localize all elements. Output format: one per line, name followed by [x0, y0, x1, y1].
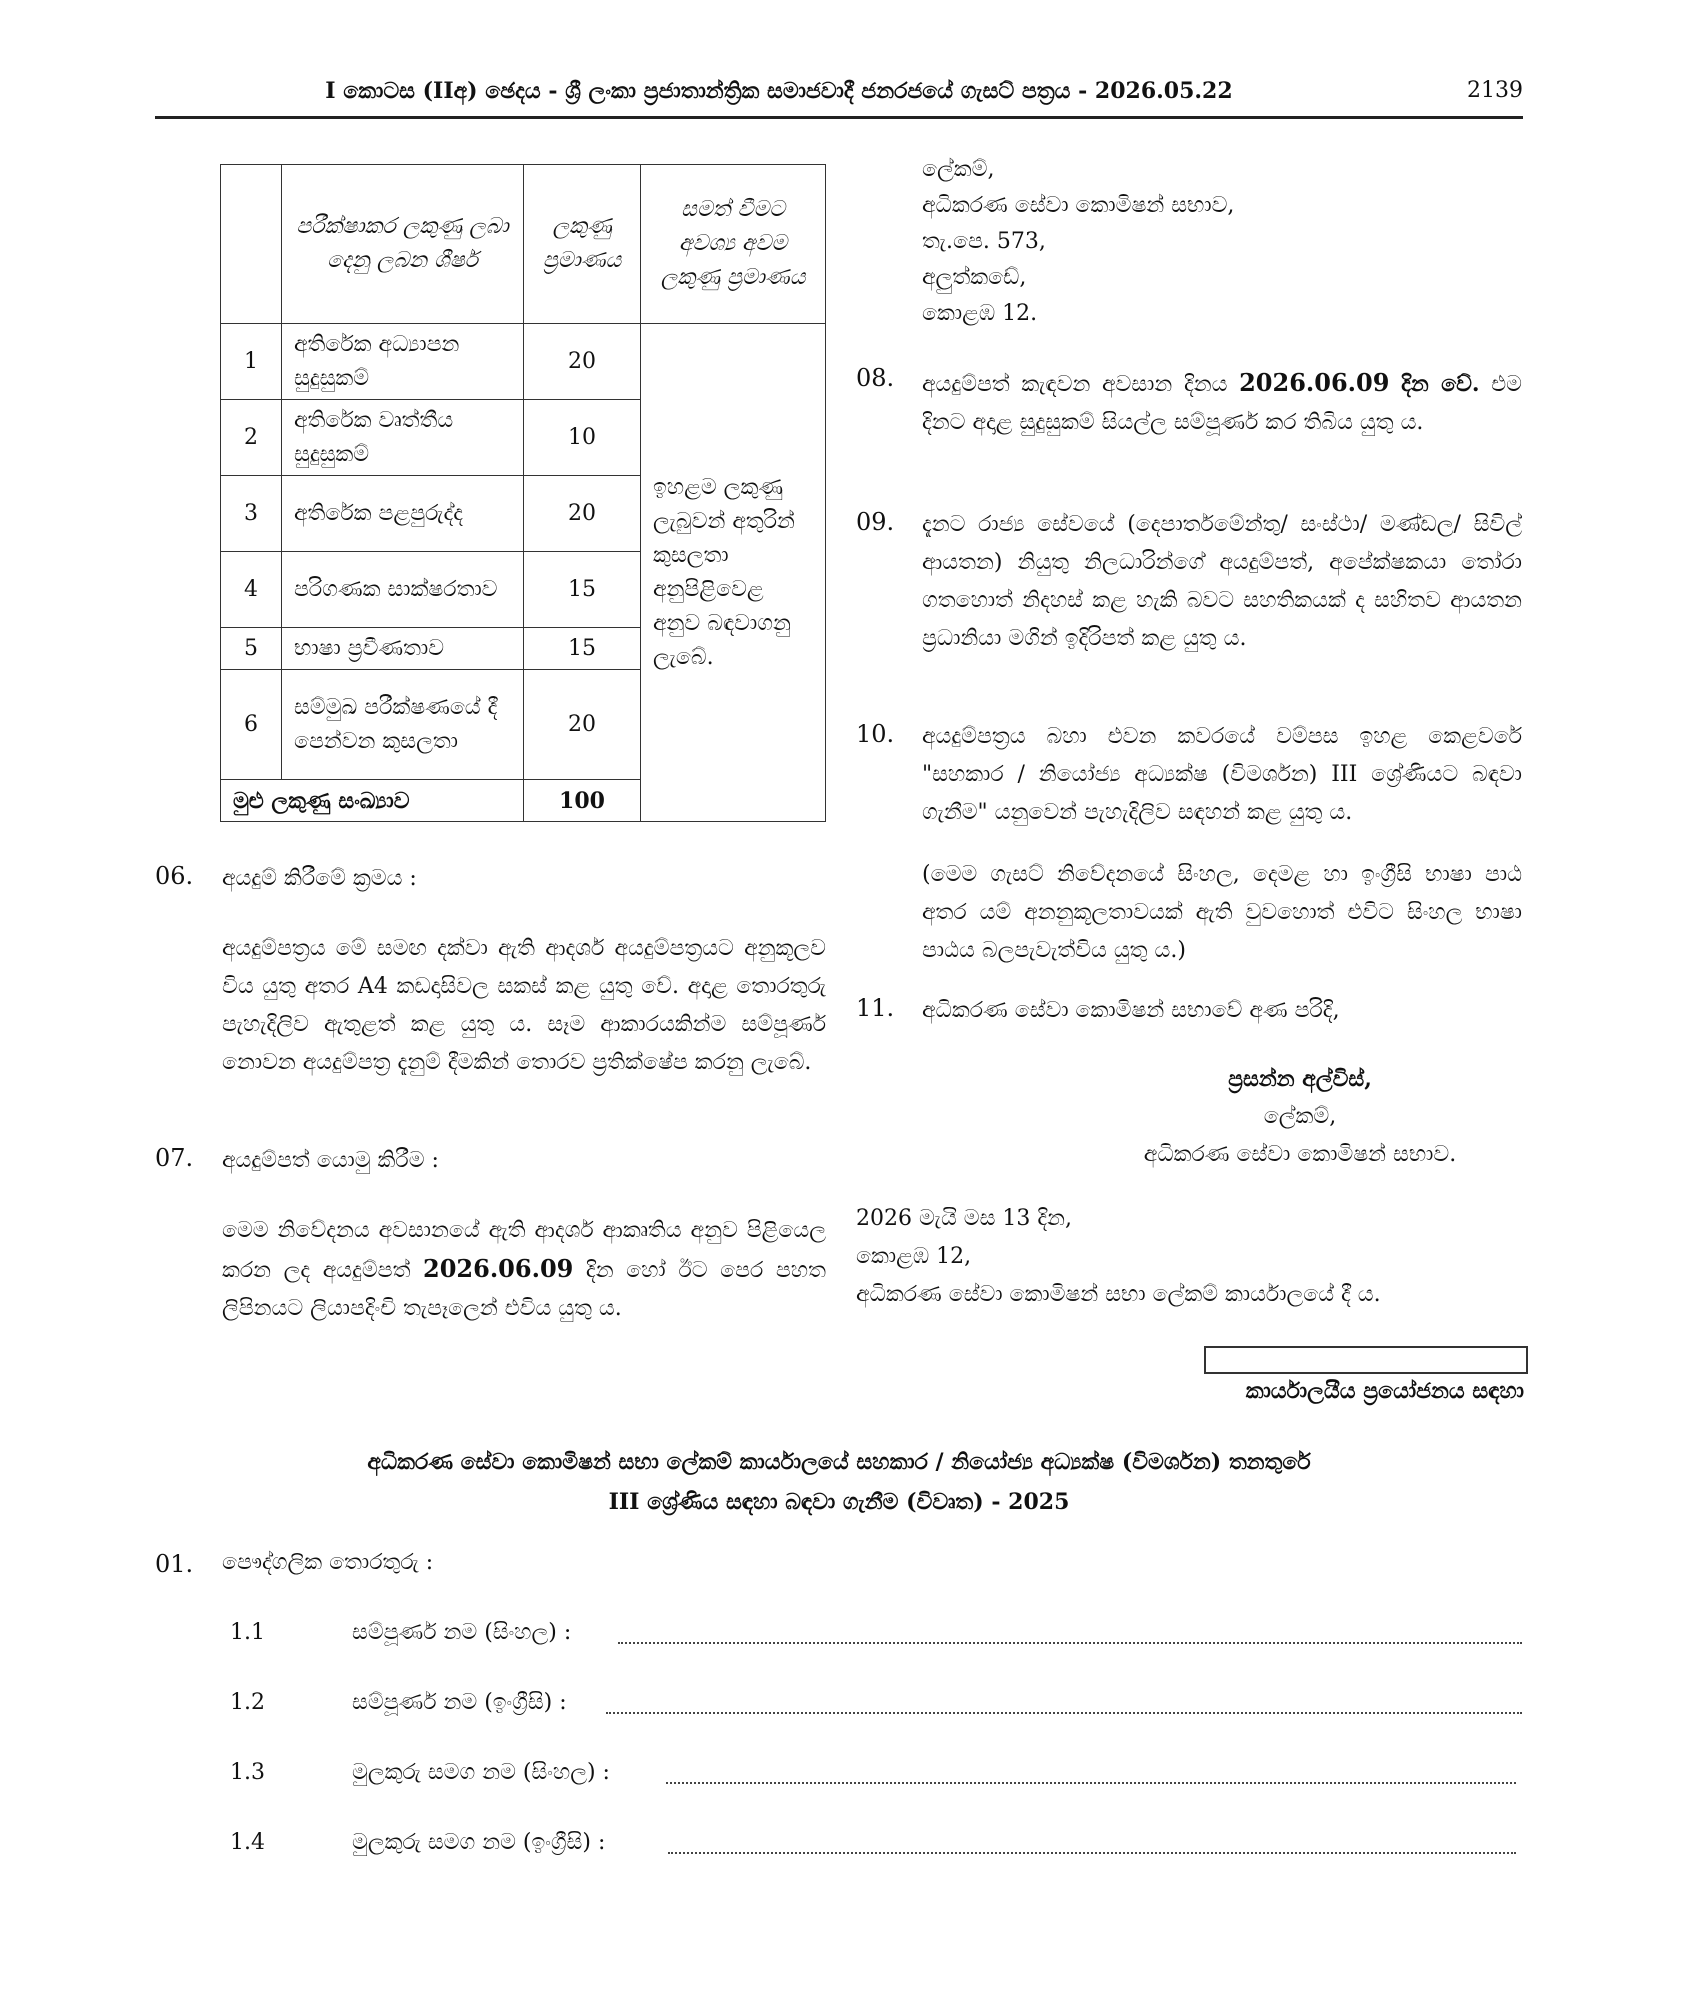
section-06-heading: අයදුම් කිරීමේ ක්‍රමය : — [222, 866, 417, 891]
section-08-text-pre: අයදුම්පත් කැඳවන අවසාන දිනය — [922, 372, 1228, 397]
initials-name-english-input[interactable] — [668, 1852, 1516, 1854]
section-07-date: 2026.06.09 — [423, 1254, 574, 1283]
address-line: කොළඹ 12. — [922, 301, 1038, 326]
total-label: මුළු ලකුණු සංඛ්‍යාව — [221, 780, 524, 822]
full-name-sinhala-input[interactable] — [618, 1642, 1522, 1644]
field-label: සම්පූර්ණ නම (ඉංග්‍රීසි) : — [352, 1690, 567, 1715]
field-number: 1.2 — [230, 1690, 265, 1715]
section-08-number: 08. — [856, 364, 895, 392]
office-use-label: කාර්යාලයීය ප්‍රයෝජනය සඳහා — [1245, 1378, 1524, 1404]
gazette-title: I කොටස (IIඅ) ඡෙදය - ශ්‍රී ලංකා ප්‍රජාතාන්ත්‍රික සමාජවාදී ජනරජයේ ගැසට් පත්‍රය - 2026.05.22 — [325, 78, 1233, 104]
row-number: 2 — [221, 400, 282, 476]
section-09-body: දැනට රාජ්‍ය සේවයේ (දෙපාර්තමේන්තු/ සංස්ථා/ මණ්ඩල/ සිවිල් ආයතන) නියුතු නිලධාරින්ගේ අයදුම්පත්, අපේක්ෂකයා තෝරා ගතහොත් නිදහස් කළ හැකි බවට සහතිකයක් ද සහිතව ආයතන ප්‍රධානියා මගින් ඉදිරිපත් කළ යුතු ය. — [922, 512, 1522, 651]
row-item: භාෂා ප්‍රවීණතාව — [282, 628, 524, 670]
address-line: තැ.පෙ. 573, — [922, 229, 1046, 254]
table-header-item: පරීක්ෂාකර ලකුණු ලබා දෙනු ලබන ශීර්ෂ — [282, 165, 524, 324]
form-title-line-1: අධිකරණ සේවා කොමිෂන් සභා ලේකම් කාර්යාලයේ සහකාර / නියෝජ්‍ය අධ්‍යක්ෂ (විමර්ශන) තනතුරේ — [367, 1449, 1311, 1475]
table-header-pass: සමත් වීමට අවශ්‍ය අවම ලකුණු ප්‍රමාණය — [641, 165, 826, 324]
form-title — [155, 1442, 1523, 1522]
section-10-number: 10. — [856, 720, 895, 748]
section-10-body: අයදුම්පත්‍රය බහා එවන කවරයේ වම්පස ඉහළ කෙළවරේ "සහකාර / නියෝජ්‍ය අධ්‍යක්ෂ (විමර්ශන) III ශ්‍රේණියට බඳවා ගැනීම" යනුවෙන් පැහැදිලිව සඳහන් කළ යුතු ය. — [922, 724, 1522, 825]
language-note: (මෙම ගැසට් නිවේදනයේ සිංහල, දෙමළ හා ඉංග්‍රීසි භාෂා පාඨ අතර යම් අනනුකූලතාවයක් ඇති වුවහොත් එවිට සිංහල භාෂා පාඨය බලපැවැත්විය යුතු ය.) — [922, 862, 1522, 963]
address-block — [922, 152, 1482, 332]
section-06-body: අයදුම්පත්‍රය මේ සමඟ දක්වා ඇති ආදර්ශ අයදුම්පත්‍රයට අනුකූලව විය යුතු අතර A4 කඩදාසිවල සකස් කළ යුතු වේ. අදාළ තොරතුරු පැහැදිලිව ඇතුළත් කළ යුතු ය. සෑම ආකාරයකින්ම සම්පූර්ණ නොවන අයදුම්පත්‍ර දැනුම් දීමකින් තොරව ප්‍රතික්ෂේප කරනු ලැබේ. — [222, 936, 826, 1075]
row-marks: 20 — [524, 670, 641, 780]
field-number: 1.4 — [230, 1830, 265, 1855]
row-item: සම්මුඛ පරීක්ෂණයේ දී පෙන්වන කුසලතා — [282, 670, 524, 780]
row-number: 6 — [221, 670, 282, 780]
table-header-blank — [221, 165, 282, 324]
section-08-date: 2026.06.09 — [1239, 368, 1390, 397]
office-use-box — [1204, 1346, 1528, 1374]
section-07-text-post: දින හෝ ඊට පෙර පහත ලිපිනයට ලියාපදිංචි තැපෑලෙන් එවිය යුතු ය. — [222, 1258, 826, 1321]
table-header-marks: ලකුණු ප්‍රමාණය — [524, 165, 641, 324]
full-name-english-input[interactable] — [606, 1712, 1522, 1714]
row-marks: 15 — [524, 628, 641, 670]
signatory-org: අධිකරණ සේවා කොමිෂන් සභාව. — [1143, 1142, 1457, 1167]
row-item: අතිරේක අධ්‍යාපන සුදුසුකම් — [282, 324, 524, 400]
marks-table — [220, 164, 826, 822]
address-line: අධිකරණ සේවා කොමිෂන් සභාව, — [922, 193, 1235, 218]
date-place-block — [856, 1200, 1516, 1314]
issue-office: අධිකරණ සේවා කොමිෂන් සභා ලේකම් කාර්යාලයේ දී ය. — [856, 1282, 1381, 1307]
section-07-number: 07. — [155, 1144, 194, 1172]
row-item: අතිරේක වෘත්තීය සුදුසුකම් — [282, 400, 524, 476]
section-08-text-mid: දින වේ. — [1401, 371, 1480, 397]
address-line: අලුත්කඩේ, — [922, 265, 1027, 290]
section-07-text-pre: මෙම නිවේදනය අවසානයේ ඇති ආදර්ශ ආකෘතිය අනුව පිළියෙල කරන ලද අයදුම්පත් — [222, 1218, 826, 1283]
section-08-text-post: එම දිනට අදාළ සුදුසුකම් සියල්ල සම්පූර්ණ කර තිබිය යුතු ය. — [922, 372, 1522, 435]
field-number: 1.3 — [230, 1760, 265, 1785]
page-number: 2139 — [1467, 78, 1523, 103]
form-title-line-2: III ශ්‍රේණිය සඳහා බඳවා ගැනීම (විවෘත) - 2025 — [608, 1489, 1070, 1515]
page-header — [155, 70, 1523, 119]
total-value: 100 — [524, 780, 641, 822]
section-08-body — [922, 364, 1522, 442]
row-marks: 10 — [524, 400, 641, 476]
row-marks: 20 — [524, 476, 641, 552]
section-07-heading: අයදුම්පත් යොමු කිරීම : — [222, 1148, 439, 1173]
row-number: 1 — [221, 324, 282, 400]
field-label: මුලකුරු සමග නම (සිංහල) : — [352, 1760, 610, 1785]
field-number: 1.1 — [230, 1620, 265, 1645]
field-label: සම්පූර්ණ නම (සිංහල) : — [352, 1620, 572, 1645]
row-item: අතිරේක පළපුරුද්ද — [282, 476, 524, 552]
section-11-number: 11. — [856, 994, 895, 1022]
signature-block — [1080, 1060, 1520, 1174]
section-06-number: 06. — [155, 862, 194, 890]
row-marks: 15 — [524, 552, 641, 628]
table-header-row — [221, 165, 826, 324]
form-section-number: 01. — [155, 1550, 194, 1578]
issue-city: කොළඹ 12, — [856, 1244, 972, 1269]
row-marks: 20 — [524, 324, 641, 400]
row-item: පරිගණක සාක්ෂරතාව — [282, 552, 524, 628]
signatory-title: ලේකම්, — [1263, 1104, 1337, 1129]
row-number: 3 — [221, 476, 282, 552]
section-09-number: 09. — [856, 508, 895, 536]
pass-criteria-note: ඉහළම ලකුණු ලැබුවන් අතුරින් කුසලතා අනුපිළිවෙළ අනුව බඳවාගනු ලැබේ. — [641, 324, 826, 822]
section-07-body — [222, 1212, 826, 1328]
form-section-label: පෞද්ගලික තොරතුරු : — [222, 1550, 434, 1575]
signatory-name: ප්‍රසන්න අල්විස්, — [1228, 1066, 1372, 1092]
issue-date: 2026 මැයි මස 13 දින, — [856, 1206, 1072, 1231]
initials-name-sinhala-input[interactable] — [666, 1782, 1516, 1784]
section-11-body: අධිකරණ සේවා කොමිෂන් සභාවේ අණ පරිදි, — [922, 998, 1340, 1023]
row-number: 4 — [221, 552, 282, 628]
field-label: මුලකුරු සමග නම (ඉංග්‍රීසි) : — [352, 1830, 606, 1855]
address-line: ලේකම්, — [922, 157, 995, 182]
row-number: 5 — [221, 628, 282, 670]
table-row — [221, 324, 826, 400]
